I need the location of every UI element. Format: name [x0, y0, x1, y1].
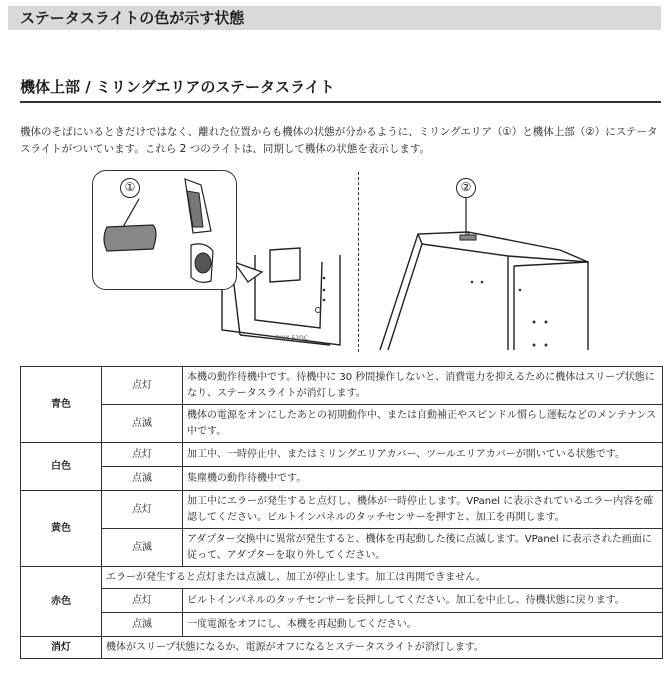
callout-1: ① — [120, 178, 140, 198]
top-status-light — [460, 235, 476, 240]
color-white: 白色 — [21, 443, 102, 491]
figure-divider — [358, 172, 359, 352]
table-row — [21, 613, 663, 637]
table-row — [21, 529, 663, 567]
color-off: 消灯 — [21, 637, 102, 659]
status-light-table — [20, 366, 663, 659]
color-red: 赤色 — [21, 567, 102, 637]
color-blue: 青色 — [21, 367, 102, 443]
table-row — [21, 443, 663, 467]
mode-on: 点灯 — [102, 491, 183, 529]
detail-callout-box — [92, 170, 237, 290]
mode-on: 点灯 — [102, 367, 183, 405]
milling-status-light — [104, 225, 156, 251]
desc-yellow-on: 加工中にエラーが発生すると点灯し、機体が一時停止します。VPanel に表示されているエラー内容を確認してください。ビルトインパネルのタッチセンサーを押すと、加工を再開します。 — [183, 491, 663, 529]
machine-model-label: DWX-52DC — [275, 335, 308, 342]
desc-red-blink: 一度電源をオフにし、本機を再起動してください。 — [183, 613, 663, 637]
detail-pointer — [234, 262, 262, 282]
mode-blink: 点滅 — [102, 467, 183, 491]
table-row — [21, 491, 663, 529]
table-row — [21, 567, 663, 589]
desc-red-general: エラーが発生すると点灯または点滅し、加工が停止します。加工は再開できません。 — [102, 567, 663, 589]
table-row — [21, 367, 663, 405]
table-row — [21, 467, 663, 491]
desc-red-on: ビルトインパネルのタッチセンサーを長押ししてください。加工を中止し、待機状態に戻ります。 — [183, 589, 663, 613]
page-title: ステータスライトの色が示す状態 — [8, 6, 661, 30]
table-row — [21, 589, 663, 613]
mode-on: 点灯 — [102, 443, 183, 467]
desc-blue-blink: 機体の電源をオンにしたあとの初期動作中、または自動補正やスピンドル慣らし運転などのメンテナンス中です。 — [183, 405, 663, 443]
milling-machine-front — [222, 248, 340, 345]
table-row — [21, 637, 663, 659]
desc-white-blink: 集塵機の動作待機中です。 — [183, 467, 663, 491]
intro-paragraph: 機体のそばにいるときだけではなく、離れた位置からも機体の状態が分かるように、ミリングエリア（①）と機体上部（②）にステータスライトがついています。これら 2 つのライトは、同期して機体の状態を表示します。 — [20, 126, 658, 155]
status-light-detail — [93, 171, 238, 291]
mode-on: 点灯 — [102, 589, 183, 613]
mode-blink: 点滅 — [102, 613, 183, 637]
table-row — [21, 405, 663, 443]
mode-blink: 点滅 — [102, 529, 183, 567]
desc-yellow-blink: アダプター交換中に異常が発生すると、機体を再起動した後に点滅します。VPanel に表示された画面に従って、アダプターを取り外してください。 — [183, 529, 663, 567]
panel-screws — [471, 281, 548, 347]
desc-white-on: 加工中、一時停止中、またはミリングエリアカバー、ツールエリアカバーが開いている状態です。 — [183, 443, 663, 467]
desc-off: 機体がスリープ状態になるか、電源がオフになるとステータスライトが消灯します。 — [102, 637, 663, 659]
mode-blink: 点滅 — [102, 405, 183, 443]
milling-machine-top — [380, 232, 588, 350]
color-yellow: 黄色 — [21, 491, 102, 567]
desc-blue-on: 本機の動作待機中です。待機中に 30 秒間操作しないと、消費電力を抑えるために機体はスリープ状態になり、ステータスライトが消灯します。 — [183, 367, 663, 405]
section-heading: 機体上部 / ミリングエリアのステータスライト — [20, 76, 661, 103]
callout-2: ② — [456, 178, 476, 198]
